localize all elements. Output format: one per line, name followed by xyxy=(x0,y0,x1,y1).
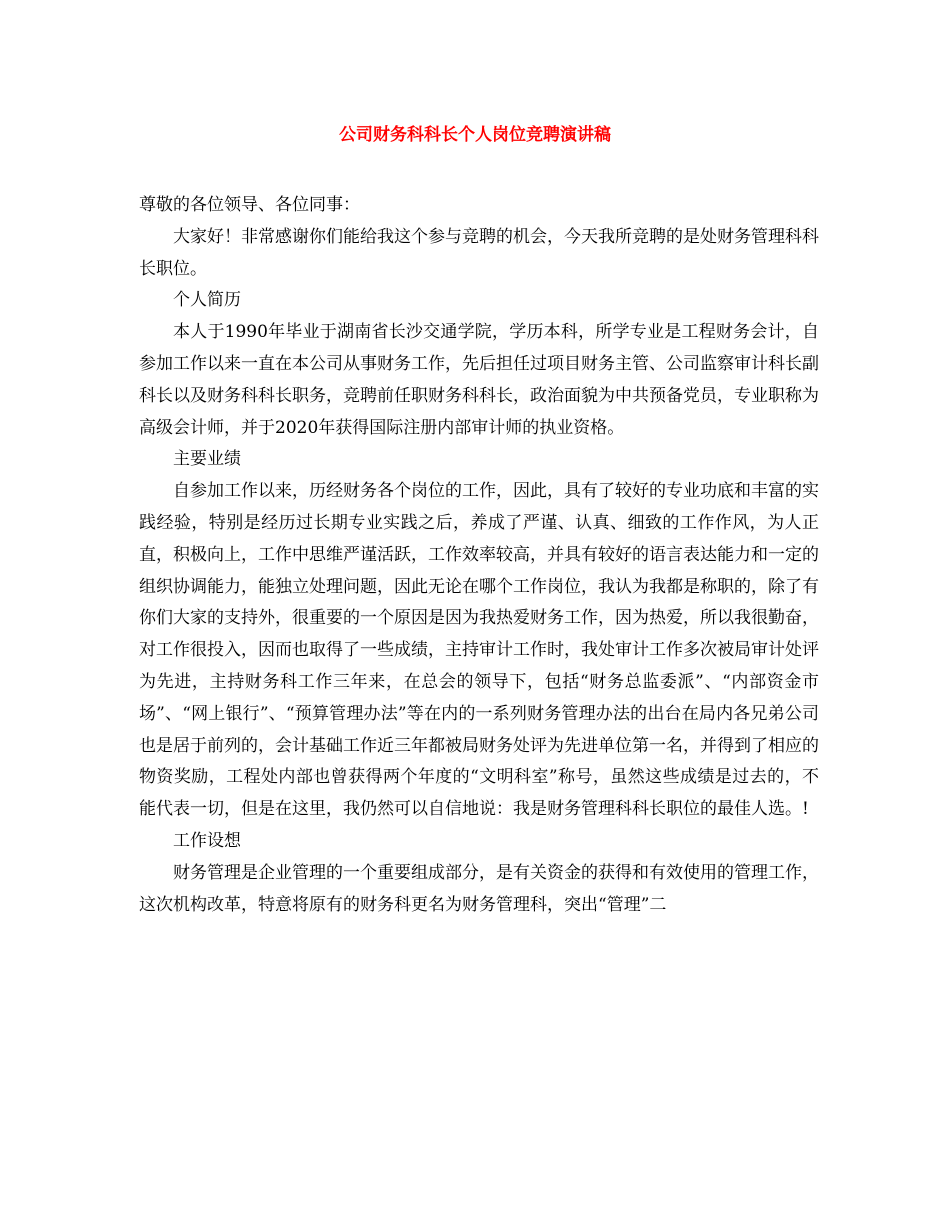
heading-work-plan: 工作设想 xyxy=(173,830,241,851)
document-body xyxy=(139,190,819,921)
paragraph-greeting: 大家好！非常感谢你们能给我这个参与竞聘的机会，今天我所竞聘的是处财务管理科科长职位。 xyxy=(139,226,819,279)
paragraph-work-plan: 财务管理是企业管理的一个重要组成部分，是有关资金的获得和有效使用的管理工作，这次机构改革，特意将原有的财务科更名为财务管理科，突出“管理”二 xyxy=(139,862,819,915)
heading-main-achievements: 主要业绩 xyxy=(173,449,241,470)
paragraph-resume: 本人于1990年毕业于湖南省长沙交通学院，学历本科，所学专业是工程财务会计，自参加工作以来一直在本公司从事财务工作，先后担任过项目财务主管、公司监察审计科长副科长以及财务科科长职务，竞聘前任职财务科科长，政治面貌为中共预备党员，专业职称为高级会计师，并于2020年获得国际注册内部审计师的执业资格。 xyxy=(139,322,819,438)
salutation: 尊敬的各位领导、各位同事： xyxy=(139,195,360,215)
paragraph-achievements: 自参加工作以来，历经财务各个岗位的工作，因此，具有了较好的专业功底和丰富的实践经验，特别是经历过长期专业实践之后，养成了严谨、认真、细致的工作作风，为人正直，积极向上，工作中思维严谨活跃，工作效率较高，并具有较好的语言表达能力和一定的组织协调能力，能独立处理问题，因此无论在哪个工作岗位，我认为我都是称职的，除了有你们大家的支持外，很重要的一个原因是因为我热爱财务工作，因为热爱，所以我很勤奋，对工作很投入，因而也取得了一些成绩，主持审计工作时，我处审计工作多次被局审计处评为先进，主持财务科工作三年来，在总会的领导下，包括“财务总监委派”、“内部资金市场”、“网上银行”、“预算管理办法”等在内的一系列财务管理办法的出台在局内各兄弟公司也是居于前列的，会计基础工作近三年都被局财务处评为先进单位第一名，并得到了相应的物资奖励，工程处内部也曾获得两个年度的“文明科室”称号，虽然这些成绩是过去的，不能代表一切，但是在这里，我仍然可以自信地说：我是财务管理科科长职位的最佳人选。! xyxy=(139,481,819,820)
document-title: 公司财务科科长个人岗位竞聘演讲稿 xyxy=(339,125,611,145)
heading-personal-resume: 个人简历 xyxy=(173,290,241,311)
